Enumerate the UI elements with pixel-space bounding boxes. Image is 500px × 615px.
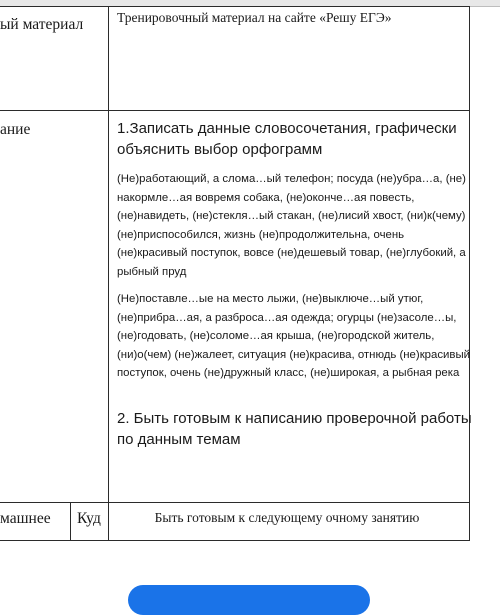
task-2-heading: 2. Быть готовым к написанию проверочной работы по данным темам <box>117 410 472 448</box>
phrase-list-2: (Не)поставле…ые на место лыжи, (не)выключе…ый утюг, (не)прибра…ая, а разброса…ая одежда; огурцы (не)засоле…ы, (не)годовать, (не)соломе…ая крыша, (не)городской житель, (ни)о(чем) (не)жалеет, ситуация (не)красива, отнюдь (не)красивый поступок, очень (не)дружный класс, (не)широкая, а рыбная река <box>117 293 471 379</box>
row-3-label: машнее <box>0 510 51 527</box>
action-button[interactable] <box>128 585 370 615</box>
task-1-heading: 1.Записать данные словосочетания, графически объяснить выбор орфограмм <box>117 120 457 158</box>
row-1-label: ый материал <box>0 16 84 33</box>
row-2-label: ание <box>0 121 31 138</box>
row-3-content: Быть готовым к следующему очному занятию <box>154 510 420 525</box>
phrase-list-1: (Не)работающий, а слома…ый телефон; посуда (не)убра…а, (не) накормле…ая вовремя собака, (не)оконче…ая повесть, (не)навидеть, (не)стекля…ый стакан, (не)лисий хвост, (ни)к(чему) (не)приспособился, жизнь (не)продолжительна, очень (не)красивый поступок, вовсе (не)дешевый товар, (не)глубокий, а рыбный пруд <box>117 173 466 278</box>
table-border-top <box>0 6 470 7</box>
row-divider-1 <box>0 110 470 111</box>
column-divider <box>108 6 109 541</box>
column-divider-small <box>70 502 71 541</box>
row-3-middle-label: Куд <box>77 510 101 527</box>
row-1-content: Тренировочный материал на сайте «Решу ЕГЭ» <box>117 10 392 25</box>
